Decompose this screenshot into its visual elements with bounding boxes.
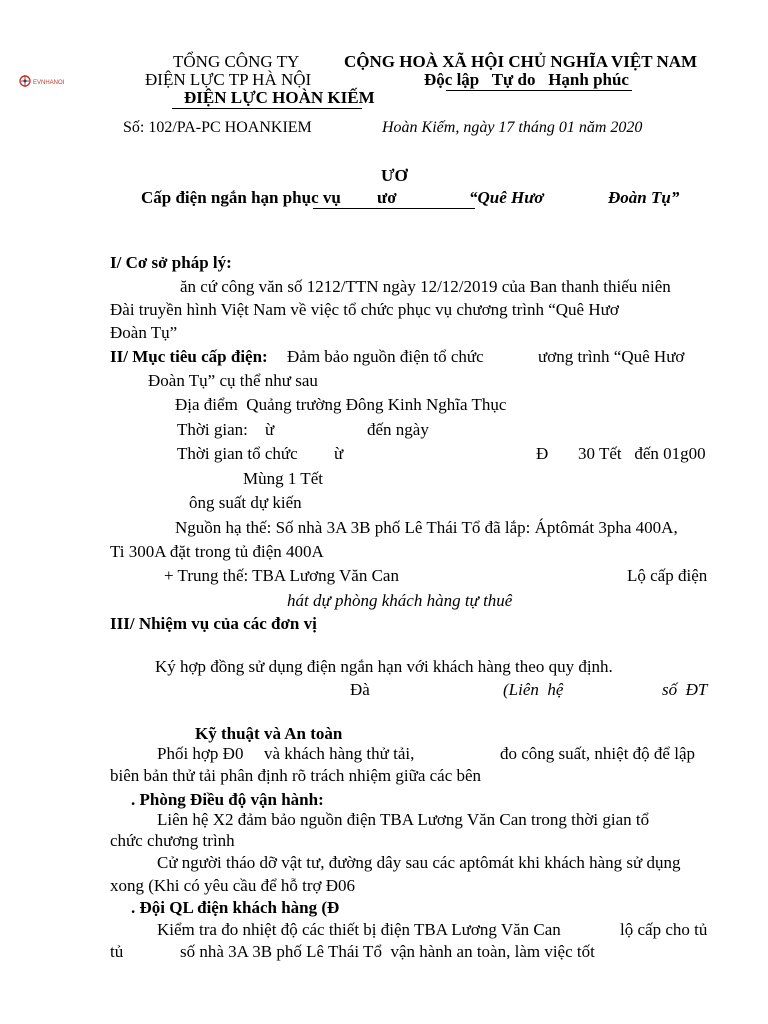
org-line2: ĐIỆN LỰC TP HÀ NỘI [145,70,312,89]
dispatch-heading: . Phòng Điều độ vận hành: [131,790,324,809]
org-line1: TỔNG CÔNG TY [173,52,300,71]
lv-line2: Ti 300A đặt trong tủ điện 400A [110,542,324,561]
org-rule [172,108,362,109]
capacity: ông suất dự kiến [189,493,302,512]
section2-intro-a: Đảm bảo nguồn điện tổ chức [287,347,484,366]
contact-c: số ĐT [662,680,708,699]
section1-line3: Đoàn Tụ” [110,323,178,342]
title-part3: “Quê Hươ [469,188,544,207]
contract-line: Ký hợp đồng sử dụng điện ngắn hạn với khách hàng theo quy định. [155,657,613,676]
org-time-label: Thời gian tổ chức [177,444,298,463]
section1-line2: Đài truyền hình Việt Nam về việc tổ chức phục vụ chương trình “Quê Hươ [110,300,619,319]
logo-text: EVNHANOI [33,80,65,86]
section3-heading: III/ Nhiệm vụ của các đơn vị [110,614,317,633]
section2-intro-b: ương trình “Quê Hươ [538,347,685,366]
title-line1: ƯƠ [381,166,408,185]
title-part4: Đoàn Tụ” [608,188,680,207]
section2-heading: II/ Mục tiêu cấp điện: [110,347,268,366]
tech-line1a: Phối hợp Đ0 [157,744,244,763]
lv-line1: Nguồn hạ thế: Số nhà 3A 3B phố Lê Thái Tổ đã lắp: Áptômát 3pha 400A, [175,518,678,537]
motto: Độc lập Tự do Hạnh phúc [424,70,629,89]
team-line2a: tủ [110,942,124,961]
location: Địa điểm Quảng trường Đông Kinh Nghĩa Thục [175,395,507,414]
org-time-range: 30 Tết đến 01g00 [578,444,706,463]
time-from: ừ [265,420,275,439]
section1-heading: I/ Cơ sở pháp lý: [110,253,232,272]
time-label: Thời gian: [177,420,248,439]
org-line3: ĐIỆN LỰC HOÀN KIẾM [184,88,375,107]
mv-line: + Trung thế: TBA Lương Văn Can [164,566,399,585]
dispatch-line3: Cử người tháo dỡ vật tư, đường dây sau các aptômát khi khách hàng sử dụng [157,853,681,872]
evn-logo [18,72,70,90]
time-to: đến ngày [367,420,429,439]
tech-heading: Kỹ thuật và An toàn [195,724,343,743]
contact-b: (Liên hệ [503,680,564,699]
tech-line1c: đo công suất, nhiệt độ để lập [500,744,695,763]
doc-number: Số: 102/PA-PC HOANKIEM [123,119,312,136]
team-line1a: Kiểm tra đo nhiệt độ các thiết bị điện TBA Lương Văn Can [157,920,561,939]
motto-rule [446,90,632,91]
title-part2: ươ [377,188,397,207]
contact-a: Đà [350,680,370,699]
org-time-d: Đ [536,444,549,463]
team-line2b: số nhà 3A 3B phố Lê Thái Tổ vận hành an toàn, làm việc tốt [180,942,595,961]
team-line1b: lộ cấp cho tủ [620,920,708,939]
tech-line1b: và khách hàng thử tải, [264,744,415,763]
place-date: Hoàn Kiếm, ngày 17 tháng 01 năm 2020 [382,119,643,136]
dispatch-line1: Liên hệ X2 đảm bảo nguồn điện TBA Lương Văn Can trong thời gian tổ [157,810,650,829]
dispatch-line2: chức chương trình [110,831,235,850]
org-time-line2: Mùng 1 Tết [243,469,323,488]
nation-title: CỘNG HOÀ XÃ HỘI CHỦ NGHĨA VIỆT NAM [344,52,698,71]
section2-intro-line2: Đoàn Tụ” cụ thể như sau [148,371,318,390]
title-part1: Cấp điện ngắn hạn phục vụ [141,188,341,207]
backup-line: hát dự phòng khách hàng tự thuê [287,591,513,610]
team-heading: . Đội QL điện khách hàng (Đ [131,898,340,917]
tech-line2: biên bản thử tải phân định rõ trách nhiệm giữa các bên [110,766,482,785]
section1-line1: ăn cứ công văn số 1212/TTN ngày 12/12/2019 của Ban thanh thiếu niên [180,277,671,296]
org-time-from: ừ [334,444,344,463]
mv-feeder: Lộ cấp điện [627,566,708,585]
title-rule [313,208,475,209]
dispatch-line4: xong (Khi có yêu cầu để hỗ trợ Đ06 [110,876,356,895]
